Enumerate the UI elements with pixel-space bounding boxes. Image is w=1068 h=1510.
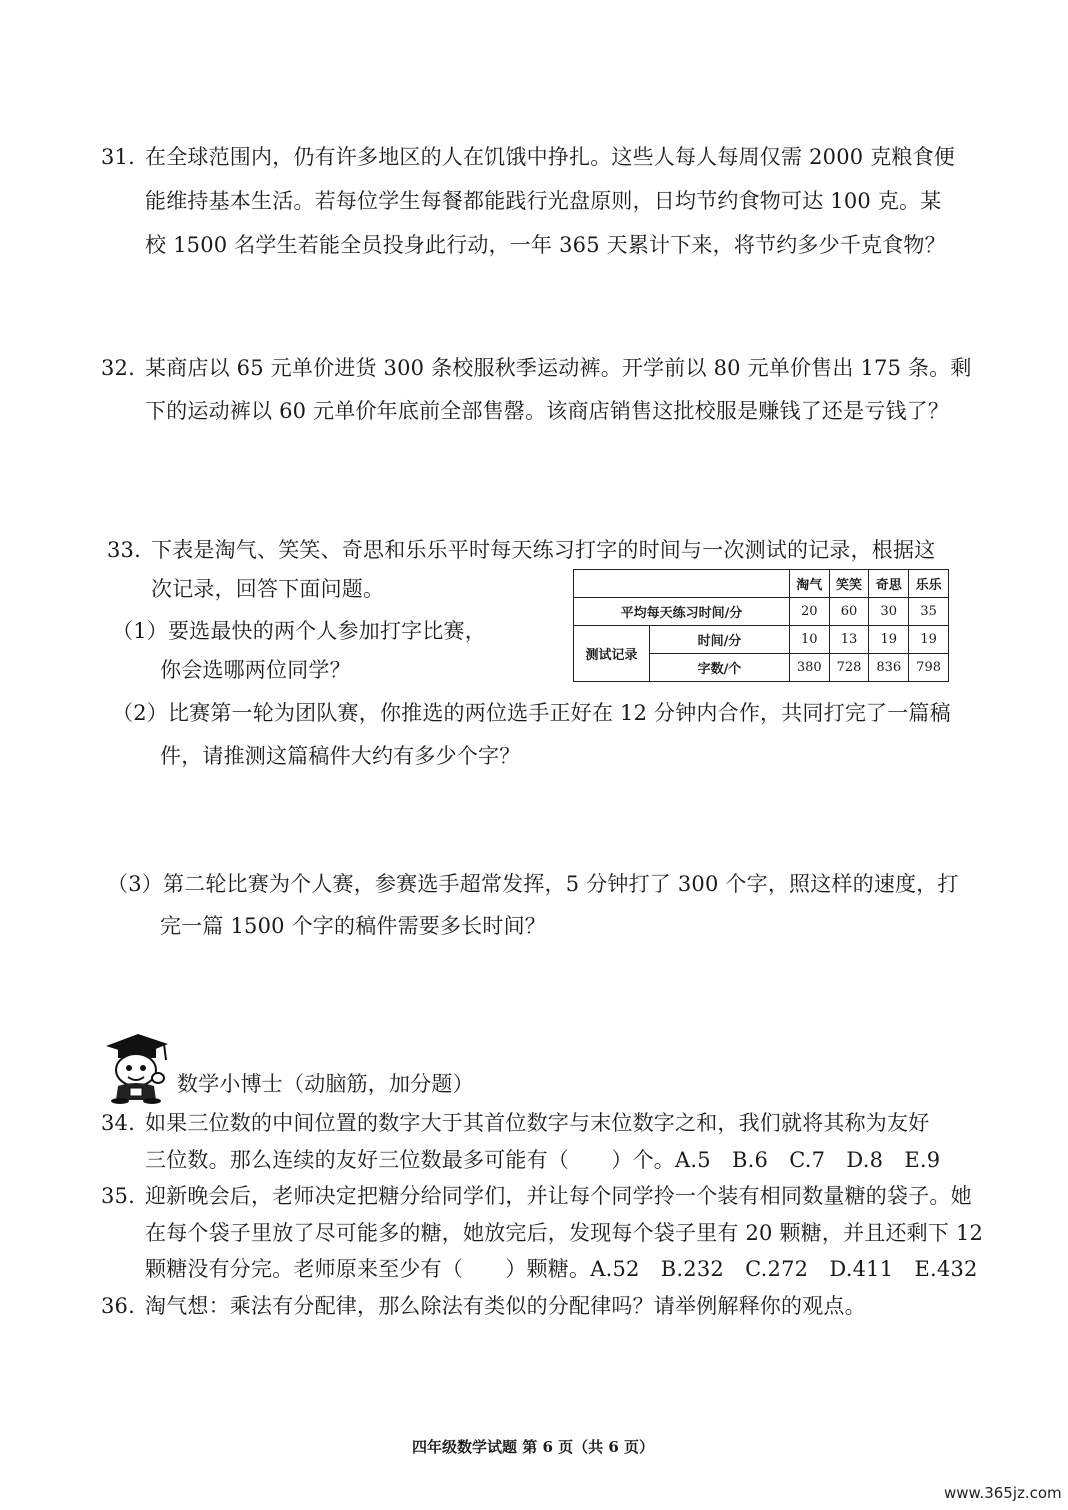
q35-line-3: 颗糖没有分完。老师原来至少有（ ）颗糖。A.52 B.232 C.272 D.411 E.432 <box>145 1257 978 1281</box>
q34-line-1: 如果三位数的中间位置的数字大于其首位数字与末位数字之和，我们就将其称为友好 <box>145 1111 930 1135</box>
q34-line-2: 三位数。那么连续的友好三位数最多可能有（ ）个。A.5 B.6 C.7 D.8 E.9 <box>145 1148 941 1172</box>
q31-line-3: 校 1500 名学生若能全员投身此行动，一年 365 天累计下来，将节约多少千克食物？ <box>145 233 946 257</box>
q31-number: 31. <box>101 145 135 169</box>
table-time-label: 时间/分 <box>650 626 790 654</box>
table-cell: 19 <box>909 626 949 654</box>
table-words-label: 字数/个 <box>650 654 790 682</box>
table-name-cell: 淘气 <box>789 570 829 598</box>
table-test-label: 测试记录 <box>574 626 650 682</box>
q33-sub3-line-2: 完一篇 1500 个字的稿件需要多长时间？ <box>160 914 546 938</box>
typing-record-table <box>573 569 949 682</box>
table-cell: 19 <box>869 626 909 654</box>
table-row-time <box>574 626 949 654</box>
table-cell: 728 <box>829 654 869 682</box>
table-cell: 798 <box>909 654 949 682</box>
table-corner-cell <box>574 570 790 598</box>
table-cell: 380 <box>789 654 829 682</box>
table-cell: 836 <box>869 654 909 682</box>
table-cell: 30 <box>869 598 909 626</box>
q33-sub3-line-1: （3）第二轮比赛为个人赛，参赛选手超常发挥，5 分钟打了 300 个字，照这样的速度，打 <box>107 872 959 896</box>
bonus-title: 数学小博士（动脑筋，加分题） <box>177 1072 474 1096</box>
q36-number: 36. <box>101 1294 135 1318</box>
q31-line-2: 能维持基本生活。若每位学生每餐都能践行光盘原则，日均节约食物可达 100 克。某 <box>145 189 942 213</box>
table-cell: 13 <box>829 626 869 654</box>
table-cell: 20 <box>789 598 829 626</box>
q32-line-2: 下的运动裤以 60 元单价年底前全部售罄。该商店销售这批校服是赚钱了还是亏钱了？ <box>145 399 950 423</box>
q33-line-2: 次记录，回答下面问题。 <box>151 577 385 601</box>
table-row-header <box>574 570 949 598</box>
table-cell: 60 <box>829 598 869 626</box>
q33-sub2-line-1: （2）比赛第一轮为团队赛，你推选的两位选手正好在 12 分钟内合作，共同打完了一篇稿 <box>112 701 951 725</box>
q35-line-1: 迎新晚会后，老师决定把糖分给同学们，并让每个同学拎一个装有相同数量糖的袋子。她 <box>145 1184 972 1208</box>
q32-number: 32. <box>101 356 135 380</box>
table-name-cell: 奇思 <box>869 570 909 598</box>
q33-sub1-line-1: （1）要选最快的两个人参加打字比赛， <box>112 619 486 643</box>
page-footer: 四年级数学试题 第 6 页（共 6 页） <box>412 1438 654 1456</box>
q35-line-2: 在每个袋子里放了尽可能多的糖，她放完后，发现每个袋子里有 20 颗糖，并且还剩下 12 <box>145 1221 984 1245</box>
q33-sub2-line-2: 件，请推测这篇稿件大约有多少个字？ <box>160 744 521 768</box>
q34-number: 34. <box>101 1111 135 1135</box>
site-watermark: www.365jz.com <box>944 1484 1062 1502</box>
q36-line-1: 淘气想：乘法有分配律，那么除法有类似的分配律吗？请举例解释你的观点。 <box>145 1294 866 1318</box>
table-name-cell: 笑笑 <box>829 570 869 598</box>
q33-sub1-line-2: 你会选哪两位同学？ <box>160 658 351 682</box>
table-name-cell: 乐乐 <box>909 570 949 598</box>
q32-line-1: 某商店以 65 元单价进货 300 条校服秋季运动裤。开学前以 80 元单价售出 175 条。剩 <box>145 356 972 380</box>
q33-number: 33. <box>107 538 141 562</box>
q33-line-1: 下表是淘气、笑笑、奇思和乐乐平时每天练习打字的时间与一次测试的记录，根据这 <box>151 538 936 562</box>
table-cell: 35 <box>909 598 949 626</box>
q35-number: 35. <box>101 1184 135 1208</box>
table-practice-label: 平均每天练习时间/分 <box>574 598 790 626</box>
q31-line-1: 在全球范围内，仍有许多地区的人在饥饿中挣扎。这些人每人每周仅需 2000 克粮食便 <box>145 145 955 169</box>
math-doctor-mascot-icon <box>100 1030 172 1104</box>
table-cell: 10 <box>789 626 829 654</box>
table-row-practice <box>574 598 949 626</box>
